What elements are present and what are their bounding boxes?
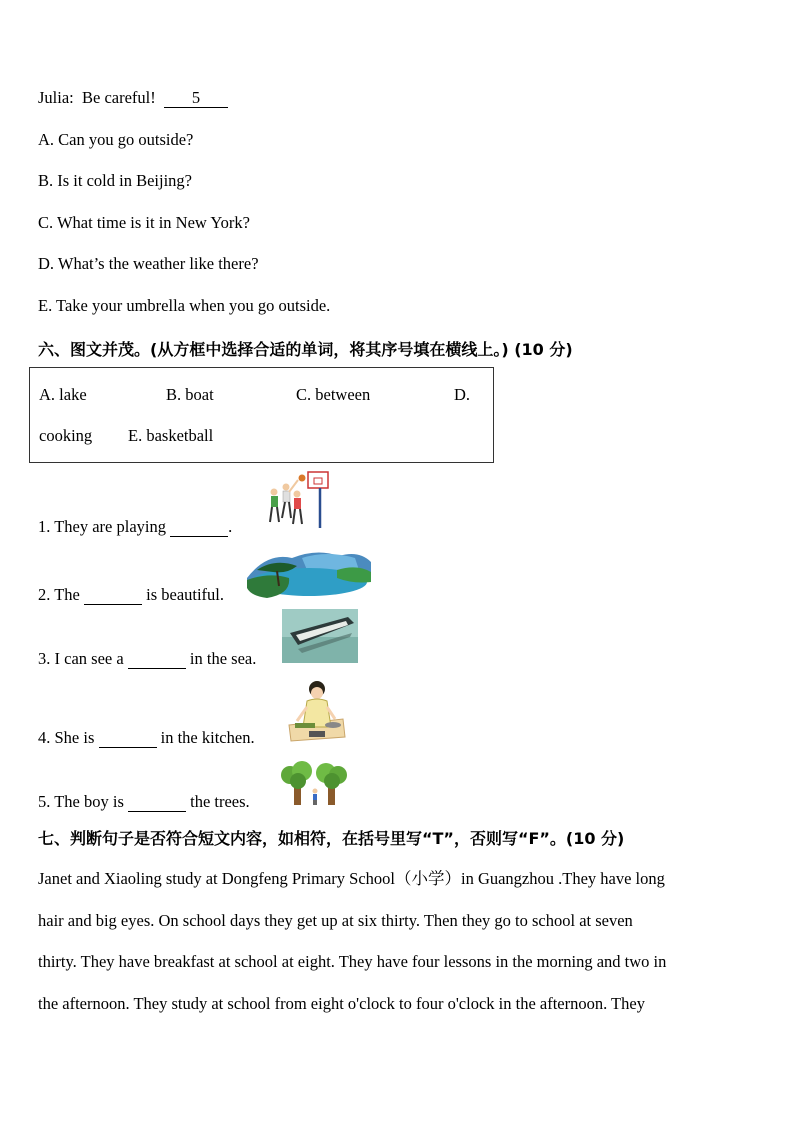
answer-blank-5[interactable]: 5 (164, 89, 228, 108)
item-1-blank[interactable] (170, 518, 228, 537)
item-3-after: in the sea. (189, 649, 257, 668)
word-box (29, 367, 494, 463)
item-2-text: 2. The (38, 585, 80, 604)
item-2-blank[interactable] (84, 586, 142, 605)
dialog-line (38, 88, 228, 108)
word-option-b: B. boat (166, 385, 214, 404)
word-option-d-letter: D. (454, 385, 471, 404)
passage-line-3: thirty. They have breakfast at school at eight. They have four lessons in the morning and two in (38, 952, 667, 971)
lake-picture (247, 548, 371, 600)
option-b: B. Is it cold in Beijing? (38, 171, 192, 190)
option-e: E. Take your umbrella when you go outside. (38, 296, 331, 315)
passage-line-4: the afternoon. They study at school from eight o'clock to four o'clock in the afternoon. They (38, 993, 645, 1013)
word-option-c: C. between (296, 385, 371, 404)
cooking-picture (285, 679, 347, 743)
item-4-after: in the kitchen. (160, 728, 255, 747)
passage-line-1: Janet and Xiaoling study at Dongfeng Primary School（小学）in Guangzhou .They have long (38, 869, 665, 888)
boat-picture (282, 609, 358, 663)
item-2-after: is beautiful. (146, 585, 225, 604)
item-1-after: . (228, 517, 233, 536)
dialog-text: Be careful! (82, 88, 156, 107)
section-7-heading: 七、判断句子是否符合短文内容，如相符，在括号里写“T”，否则写“F”。(10 分) (38, 829, 625, 848)
dialog-speaker: Julia: (38, 88, 74, 107)
item-2 (38, 585, 224, 605)
word-option-a: A. lake (39, 385, 87, 404)
item-1-text: 1. They are playing (38, 517, 166, 536)
reading-passage (38, 858, 758, 1024)
option-d: D. What’s the weather like there? (38, 254, 259, 273)
trees-picture (280, 759, 348, 807)
item-4-text: 4. She is (38, 728, 95, 747)
item-3-text: 3. I can see a (38, 649, 124, 668)
item-4-blank[interactable] (99, 729, 157, 748)
item-5-blank[interactable] (128, 793, 186, 812)
item-5-after: the trees. (190, 792, 250, 811)
item-3 (38, 649, 256, 669)
option-c: C. What time is it in New York? (38, 213, 250, 232)
word-option-e: E. basketball (128, 426, 214, 445)
basketball-picture (262, 470, 332, 532)
item-3-blank[interactable] (128, 650, 186, 669)
item-5-text: 5. The boy is (38, 792, 124, 811)
word-option-d: cooking (39, 426, 93, 445)
option-a: A. Can you go outside? (38, 130, 194, 149)
passage-line-2: hair and big eyes. On school days they get up at six thirty. Then they go to school at seven (38, 910, 633, 930)
item-4 (38, 728, 255, 748)
item-5 (38, 792, 250, 812)
section-6-heading: 六、图文并茂。(从方框中选择合适的单词，将其序号填在横线上。) (10 分) (38, 340, 573, 359)
item-1 (38, 517, 232, 537)
